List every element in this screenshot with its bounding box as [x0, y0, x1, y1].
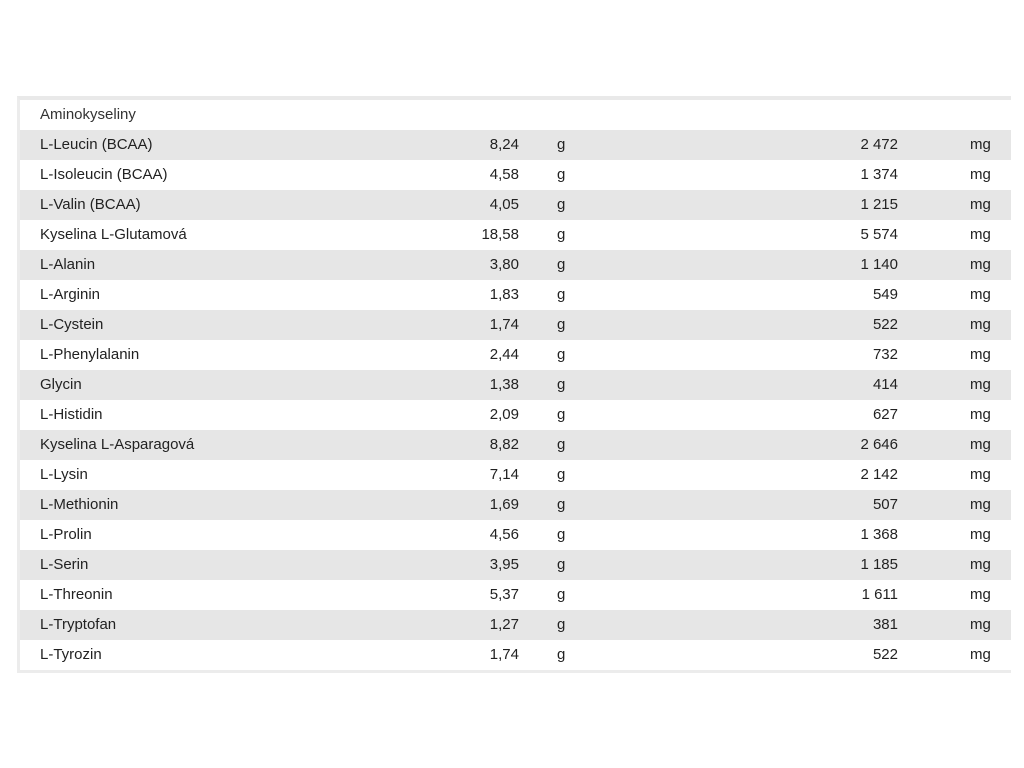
- amino-acid-name: L-Alanin: [40, 256, 96, 273]
- amount-milligrams: 732: [872, 346, 898, 363]
- table-row: [20, 220, 1011, 250]
- unit-milligrams: mg: [970, 286, 991, 303]
- unit-grams: g: [557, 646, 566, 663]
- amino-acid-name: L-Histidin: [40, 406, 103, 423]
- unit-grams: g: [557, 346, 566, 363]
- amount-milligrams: 1 374: [860, 166, 898, 183]
- amount-grams: 3,80: [489, 256, 519, 273]
- amount-grams: 1,74: [489, 646, 519, 663]
- table-body: [20, 130, 1011, 670]
- unit-grams: g: [557, 376, 566, 393]
- amino-acid-name: L-Tryptofan: [40, 616, 117, 633]
- amount-milligrams: 1 215: [860, 196, 898, 213]
- amount-grams: 1,69: [489, 496, 519, 513]
- amount-grams: 2,44: [489, 346, 519, 363]
- unit-grams: g: [557, 196, 566, 213]
- table-row: [20, 310, 1011, 340]
- table-row: [20, 520, 1011, 550]
- amino-acid-name: L-Isoleucin (BCAA): [40, 166, 168, 183]
- unit-milligrams: mg: [970, 376, 991, 393]
- unit-milligrams: mg: [970, 226, 991, 243]
- unit-milligrams: mg: [970, 256, 991, 273]
- amino-acid-name: L-Leucin (BCAA): [40, 136, 153, 153]
- amount-grams: 3,95: [489, 556, 519, 573]
- amino-acid-name: L-Phenylalanin: [40, 346, 140, 363]
- amino-acid-name: L-Lysin: [40, 466, 88, 483]
- amount-grams: 1,83: [489, 286, 519, 303]
- amount-milligrams: 1 185: [860, 556, 898, 573]
- amount-milligrams: 5 574: [860, 226, 898, 243]
- amount-grams: 1,74: [489, 316, 519, 333]
- table-row: [20, 370, 1011, 400]
- amount-milligrams: 507: [872, 496, 898, 513]
- amino-acid-name: Kyselina L-Asparagová: [40, 436, 195, 453]
- unit-milligrams: mg: [970, 646, 991, 663]
- unit-grams: g: [557, 406, 566, 423]
- amount-grams: 7,14: [489, 466, 519, 483]
- table-row: [20, 430, 1011, 460]
- table-row: [20, 250, 1011, 280]
- table-row: [20, 490, 1011, 520]
- amino-acid-name: L-Cystein: [40, 316, 104, 333]
- amount-milligrams: 414: [872, 376, 898, 393]
- unit-milligrams: mg: [970, 346, 991, 363]
- amount-milligrams: 1 611: [861, 586, 898, 603]
- unit-grams: g: [557, 316, 566, 333]
- amino-acid-name: L-Methionin: [40, 496, 119, 513]
- amount-grams: 1,38: [489, 376, 519, 393]
- unit-grams: g: [557, 556, 566, 573]
- table-row: [20, 460, 1011, 490]
- amount-milligrams: 2 646: [860, 436, 898, 453]
- table-row: [20, 580, 1011, 610]
- unit-grams: g: [557, 166, 566, 183]
- amount-grams: 8,82: [489, 436, 519, 453]
- unit-milligrams: mg: [970, 136, 991, 153]
- amount-grams: 4,56: [489, 526, 519, 543]
- unit-grams: g: [557, 256, 566, 273]
- unit-milligrams: mg: [970, 436, 991, 453]
- table-row: [20, 130, 1011, 160]
- amino-acid-name: L-Arginin: [40, 286, 101, 303]
- amino-acid-name: Kyselina L-Glutamová: [40, 226, 187, 243]
- amino-acid-name: L-Valin (BCAA): [40, 196, 141, 213]
- table-header-title: Aminokyseliny: [40, 106, 136, 123]
- amount-milligrams: 549: [872, 286, 898, 303]
- table-header-row: [20, 100, 1011, 130]
- unit-grams: g: [557, 586, 566, 603]
- amount-milligrams: 627: [872, 406, 898, 423]
- unit-grams: g: [557, 226, 566, 243]
- unit-grams: g: [557, 436, 566, 453]
- amount-grams: 2,09: [489, 406, 519, 423]
- unit-milligrams: mg: [970, 316, 991, 333]
- amino-acid-name: L-Prolin: [40, 526, 92, 543]
- table-row: [20, 160, 1011, 190]
- table-row: [20, 400, 1011, 430]
- unit-grams: g: [557, 616, 566, 633]
- unit-milligrams: mg: [970, 166, 991, 183]
- unit-grams: g: [557, 496, 566, 513]
- amount-grams: 4,05: [489, 196, 519, 213]
- amount-milligrams: 522: [872, 646, 898, 663]
- amount-grams: 5,37: [489, 586, 519, 603]
- amino-acid-name: L-Tyrozin: [40, 646, 102, 663]
- amino-acid-name: Glycin: [40, 376, 82, 393]
- amount-milligrams: 2 142: [860, 466, 898, 483]
- unit-milligrams: mg: [970, 526, 991, 543]
- amount-grams: 18,58: [481, 226, 519, 243]
- unit-milligrams: mg: [970, 466, 991, 483]
- amount-grams: 1,27: [489, 616, 519, 633]
- amino-acid-name: L-Serin: [40, 556, 89, 573]
- unit-milligrams: mg: [970, 556, 991, 573]
- unit-milligrams: mg: [970, 496, 991, 513]
- table-row: [20, 190, 1011, 220]
- table-row: [20, 280, 1011, 310]
- amount-milligrams: 1 140: [860, 256, 898, 273]
- amount-grams: 8,24: [489, 136, 519, 153]
- unit-grams: g: [557, 286, 566, 303]
- unit-grams: g: [557, 526, 566, 543]
- table-row: [20, 610, 1011, 640]
- amount-milligrams: 2 472: [860, 136, 898, 153]
- table-row: [20, 550, 1011, 580]
- amount-milligrams: 522: [872, 316, 898, 333]
- amount-milligrams: 381: [872, 616, 898, 633]
- amino-acid-name: L-Threonin: [40, 586, 113, 603]
- unit-milligrams: mg: [970, 406, 991, 423]
- unit-milligrams: mg: [970, 586, 991, 603]
- amino-acid-table: [17, 96, 1011, 673]
- amount-grams: 4,58: [489, 166, 519, 183]
- unit-milligrams: mg: [970, 616, 991, 633]
- amount-milligrams: 1 368: [860, 526, 898, 543]
- table-row: [20, 640, 1011, 670]
- unit-grams: g: [557, 136, 566, 153]
- unit-milligrams: mg: [970, 196, 991, 213]
- unit-grams: g: [557, 466, 566, 483]
- table-row: [20, 340, 1011, 370]
